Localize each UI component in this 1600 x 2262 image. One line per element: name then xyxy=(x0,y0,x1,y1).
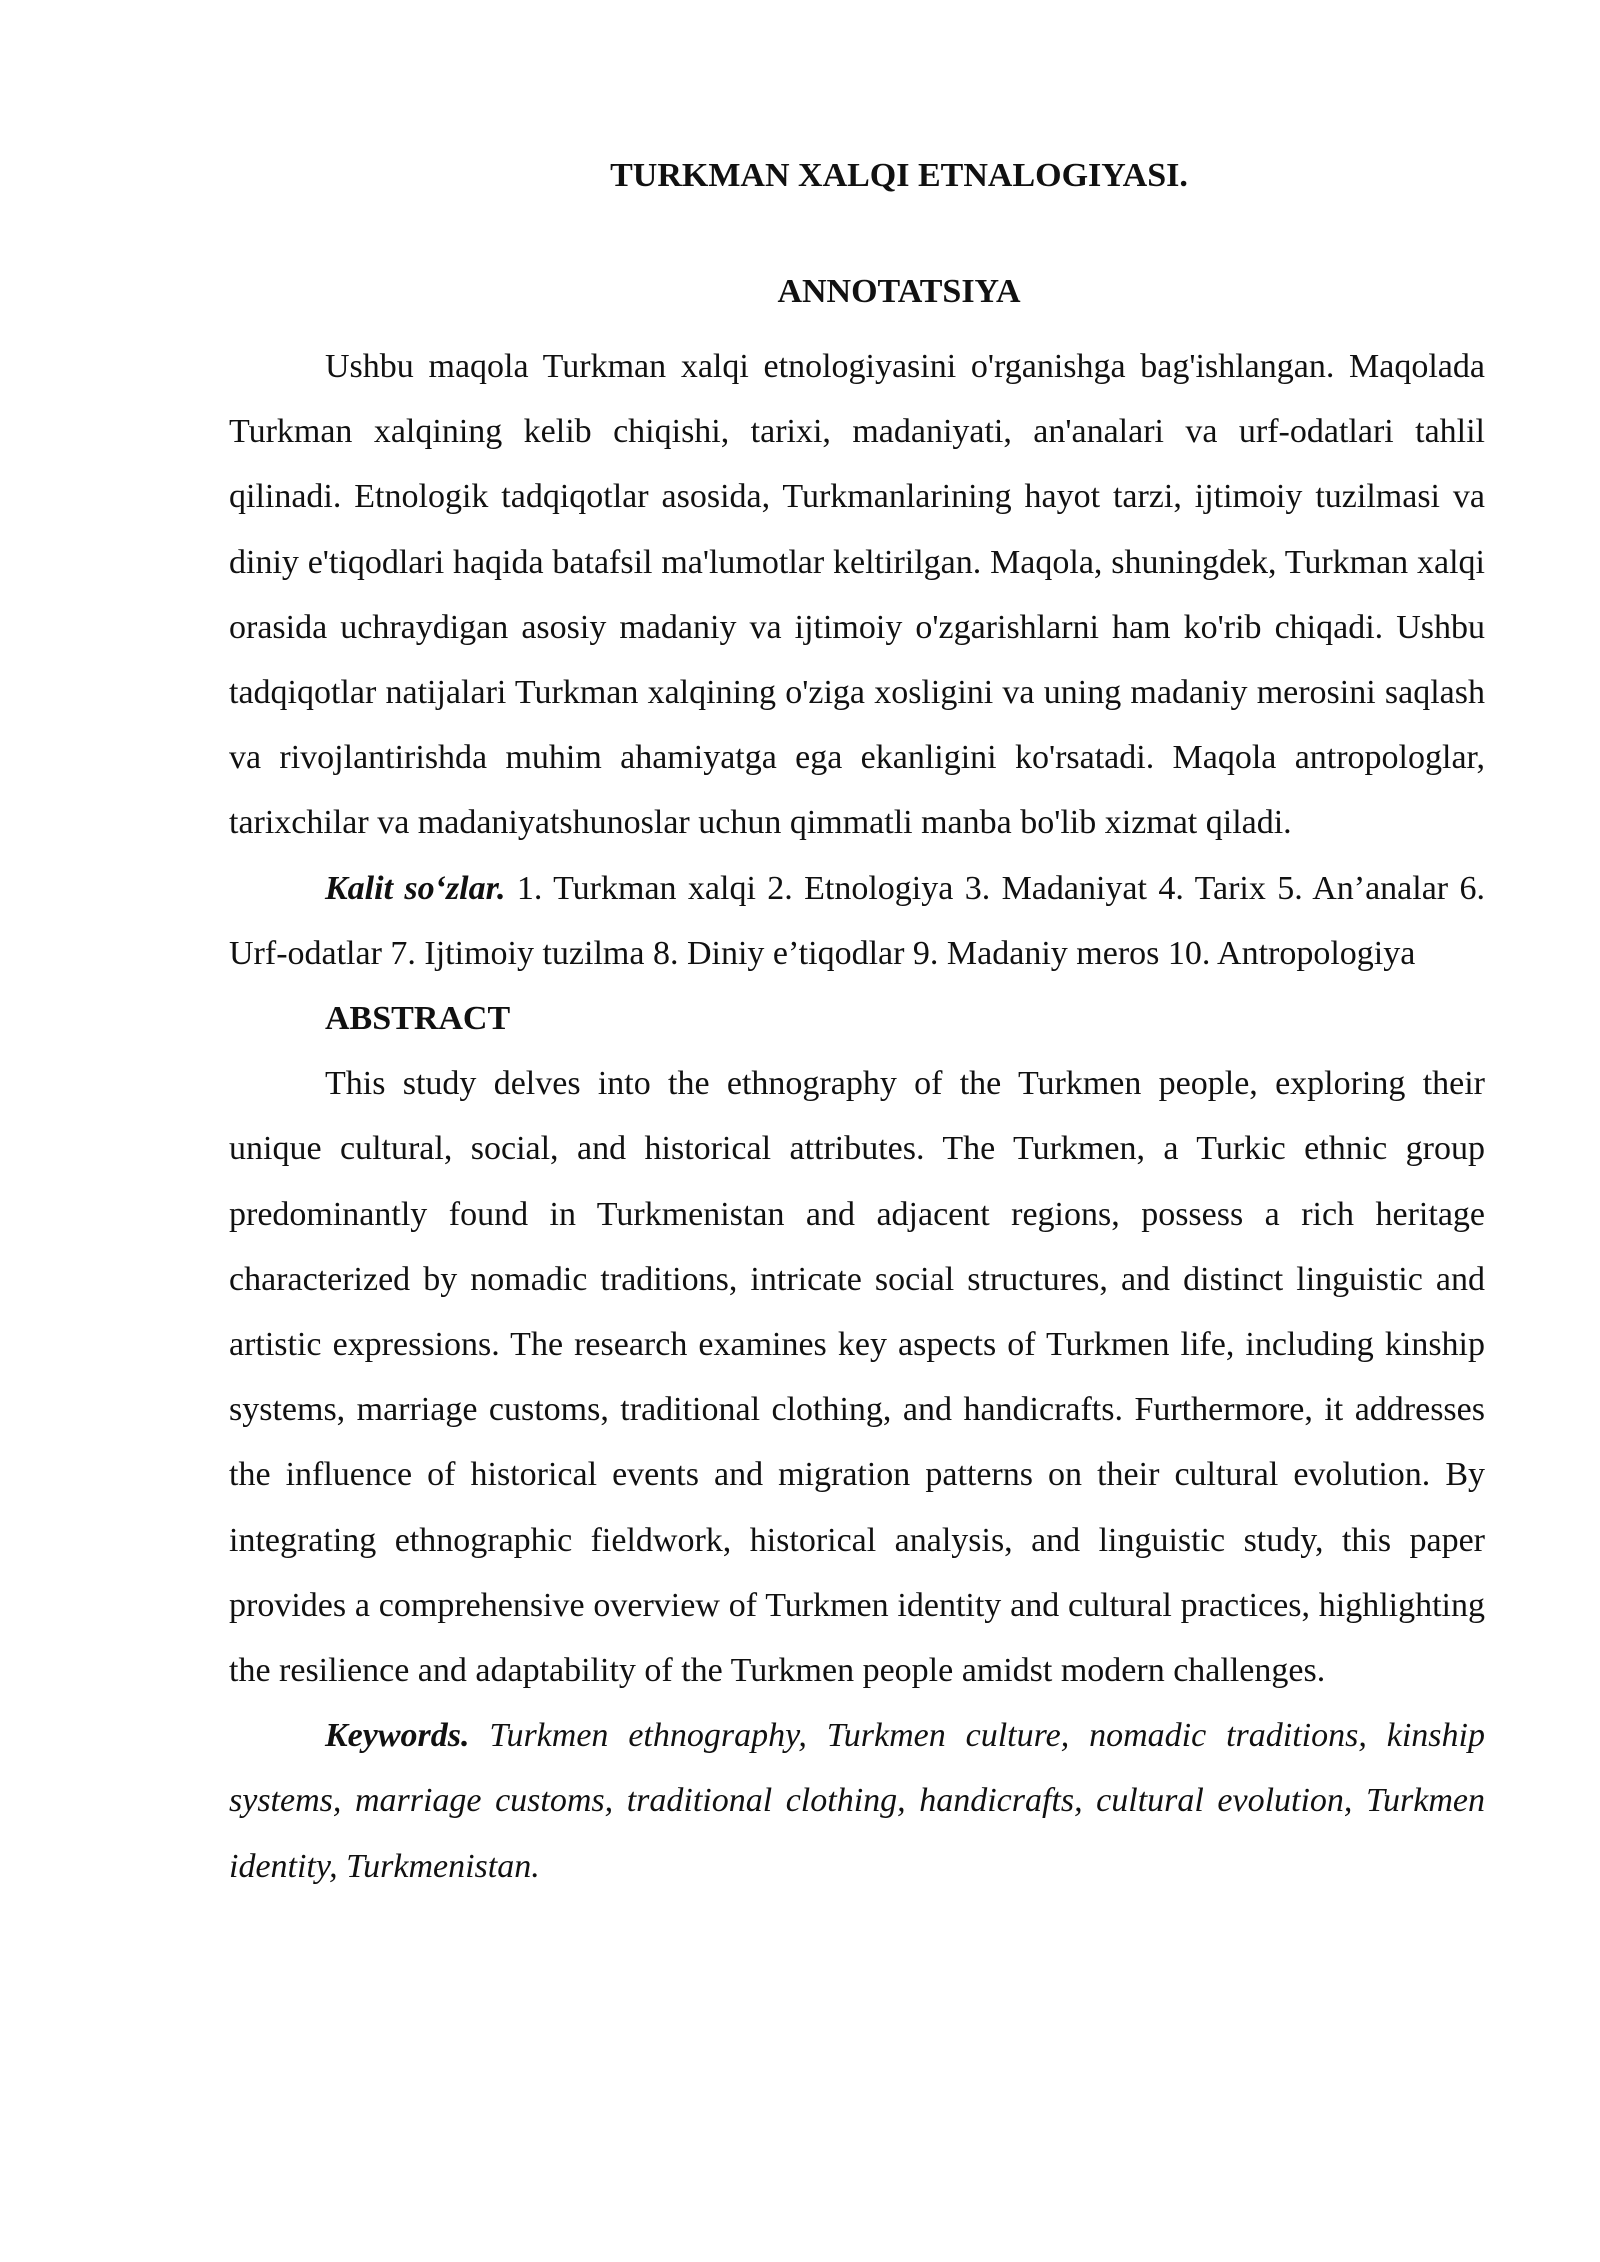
abstract-paragraph: This study delves into the ethnography of the Turkmen people, exploring their unique cultural, social, and historical attributes. The Turkmen, a Turkic ethnic group predominantly found in Turkmenistan and adjacent regions, possess a rich heritage characterized by nomadic traditions, intricate social structures, and distinct linguistic and artistic expressions. The research examines key aspects of Turkmen life, including kinship systems, marriage customs, traditional clothing, and handicrafts. Furthermore, it addresses the influence of historical events and migration patterns on their cultural evolution. By integrating ethnographic fieldwork, historical analysis, and linguistic study, this paper provides a comprehensive overview of Turkmen identity and cultural practices, highlighting the resilience and adaptability of the Turkmen people amidst modern challenges. xyxy=(229,1065,1485,1690)
kalit-sozlar-text: 1. Turkman xalqi 2. Etnologiya 3. Madaniyat 4. Tarix 5. An’analar 6. Urf-odatlar 7. Ijtimoiy tuzilma 8. Diniy e’tiqodlar 9. Madaniy meros 10. Antropologiya xyxy=(229,869,1486,972)
keywords-label: Keywords. xyxy=(325,1717,470,1755)
document-title: TURKMAN XALQI ETNALOGIYASI. xyxy=(610,157,1188,194)
abstract-heading: ABSTRACT xyxy=(325,1000,511,1038)
annotation-heading: ANNOTATSIYA xyxy=(777,273,1021,310)
kalit-sozlar-paragraph xyxy=(229,856,1485,986)
keywords-text: Turkmen ethnography, Turkmen culture, nomadic traditions, kinship systems, marriage customs, traditional clothing, handicrafts, cultural evolution, Turkmen identity, Turkmenistan. xyxy=(229,1717,1485,1885)
annotation-paragraph: Ushbu maqola Turkman xalqi etnologiyasini o'rganishga bag'ishlangan. Maqolada Turkman xalqining kelib chiqishi, tarixi, madaniyati, an'analari va urf-odatlari tahlil qilinadi. Etnologik tadqiqotlar asosida, Turkmanlarining hayot tarzi, ijtimoiy tuzilmasi va diniy e'tiqodlari haqida batafsil ma'lumotlar keltirilgan. Maqola, shuningdek, Turkman xalqi orasida uchraydigan asosiy madaniy va ijtimoiy o'zgarishlarni ham ko'rib chiqadi. Ushbu tadqiqotlar natijalari Turkman xalqining o'ziga xosligini va uning madaniy merosini saqlash va rivojlantirishda muhim ahamiyatga ega ekanligini ko'rsatadi. Maqola antropologlar, tarixchilar va madaniyatshunoslar uchun qimmatli manba bo'lib xizmat qiladi. xyxy=(229,348,1485,842)
keywords-paragraph xyxy=(229,1703,1485,1899)
document-body xyxy=(229,334,1485,1899)
kalit-sozlar-label: Kalit so‘zlar. xyxy=(325,869,506,907)
